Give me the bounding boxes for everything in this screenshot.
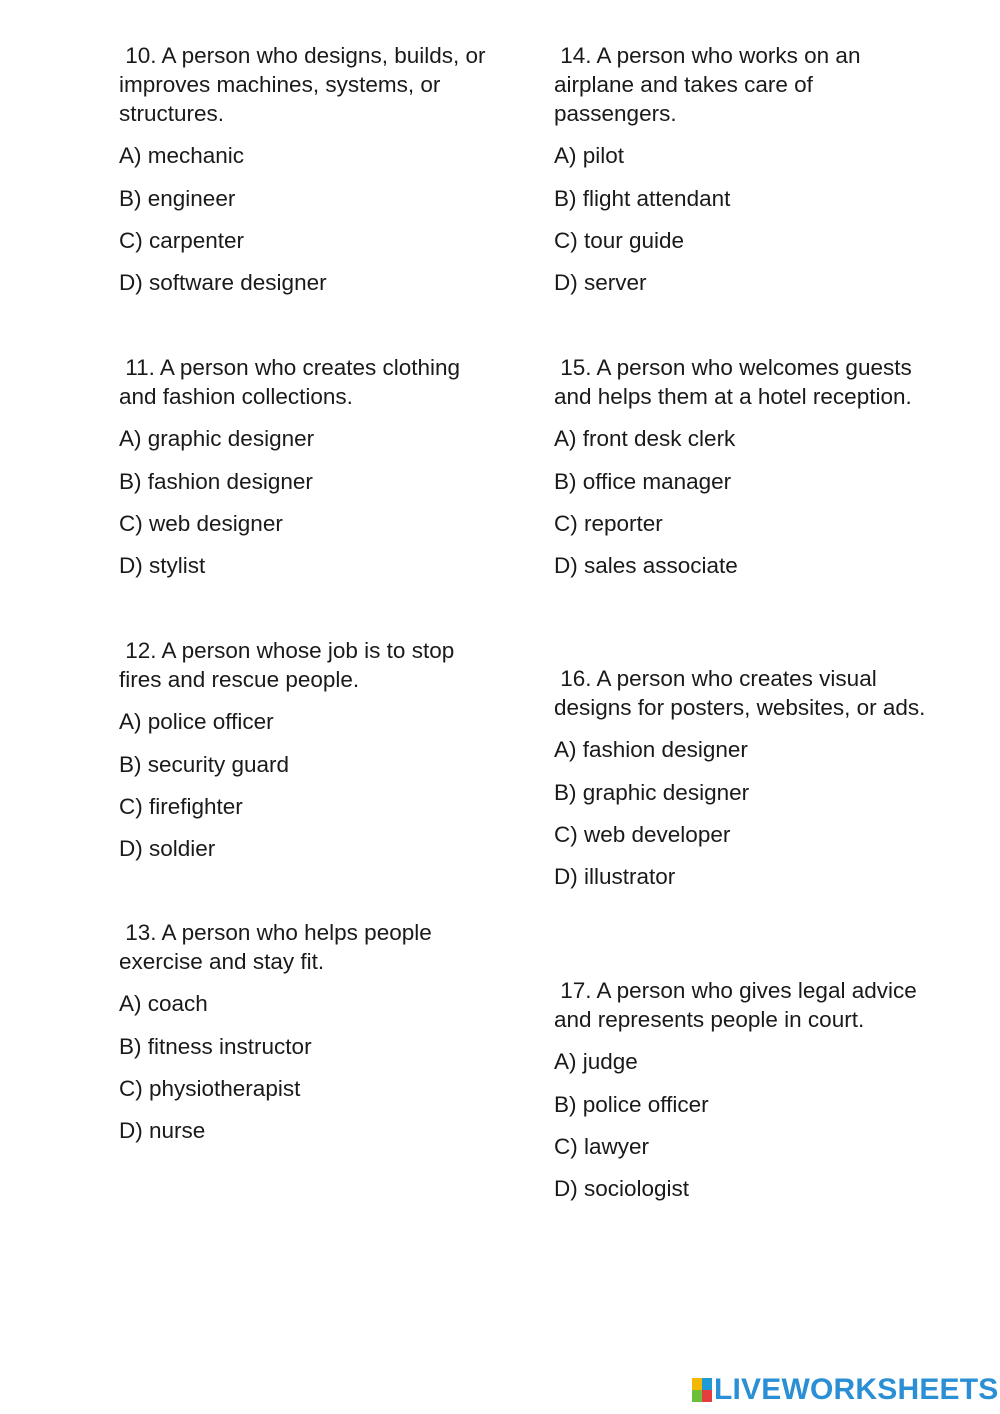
logo-text: LIVEWORKSHEETS bbox=[714, 1373, 999, 1406]
option-a[interactable]: A) fashion designer bbox=[554, 737, 748, 763]
option-c[interactable]: C) firefighter bbox=[119, 793, 243, 819]
option-b[interactable]: B) flight attendant bbox=[554, 185, 731, 211]
question-12 bbox=[119, 636, 499, 863]
option-b[interactable]: B) engineer bbox=[119, 185, 236, 211]
option-b[interactable]: B) police officer bbox=[554, 1091, 709, 1117]
option-c[interactable]: C) web designer bbox=[119, 510, 283, 536]
question-prompt: 12. A person whose job is to stop fires and rescue people. bbox=[119, 638, 461, 692]
option-c[interactable]: C) carpenter bbox=[119, 227, 245, 253]
option-a[interactable]: A) mechanic bbox=[119, 143, 245, 169]
answer-options bbox=[119, 989, 499, 1145]
question-prompt: 11. A person who creates clothing and fashion collections. bbox=[119, 355, 467, 409]
option-a[interactable]: A) judge bbox=[554, 1049, 638, 1075]
logo-icon bbox=[692, 1378, 712, 1402]
option-d[interactable]: D) nurse bbox=[119, 1118, 206, 1144]
question-prompt: 13. A person who helps people exercise and stay fit. bbox=[119, 920, 439, 974]
answer-options bbox=[554, 735, 934, 891]
question-15 bbox=[554, 353, 934, 580]
question-11 bbox=[119, 353, 499, 580]
option-a[interactable]: A) pilot bbox=[554, 143, 625, 169]
answer-options bbox=[554, 424, 934, 580]
answer-options bbox=[554, 141, 934, 297]
answer-options bbox=[554, 1047, 934, 1203]
answer-options bbox=[119, 707, 499, 863]
option-b[interactable]: B) office manager bbox=[554, 468, 732, 494]
option-d[interactable]: D) software designer bbox=[119, 270, 327, 296]
option-b[interactable]: B) fitness instructor bbox=[119, 1033, 312, 1059]
option-d[interactable]: D) sales associate bbox=[554, 553, 738, 579]
option-c[interactable]: C) physiotherapist bbox=[119, 1075, 301, 1101]
question-14 bbox=[554, 41, 934, 297]
question-13 bbox=[119, 918, 499, 1145]
question-prompt: 14. A person who works on an airplane and takes care of passengers. bbox=[554, 43, 867, 126]
question-prompt: 10. A person who designs, builds, or improves machines, systems, or structures. bbox=[119, 43, 492, 126]
question-10 bbox=[119, 41, 499, 297]
option-a[interactable]: A) graphic designer bbox=[119, 426, 315, 452]
option-a[interactable]: A) coach bbox=[119, 991, 208, 1017]
option-a[interactable]: A) police officer bbox=[119, 709, 274, 735]
question-17 bbox=[554, 976, 934, 1203]
option-b[interactable]: B) fashion designer bbox=[119, 468, 313, 494]
answer-options bbox=[119, 424, 499, 580]
question-prompt: 17. A person who gives legal advice and represents people in court. bbox=[554, 978, 924, 1032]
option-c[interactable]: C) web developer bbox=[554, 821, 731, 847]
option-b[interactable]: B) security guard bbox=[119, 751, 290, 777]
option-d[interactable]: D) sociologist bbox=[554, 1176, 690, 1202]
liveworksheets-logo bbox=[692, 1374, 999, 1406]
option-d[interactable]: D) soldier bbox=[119, 836, 216, 862]
option-d[interactable]: D) server bbox=[554, 270, 647, 296]
question-prompt: 15. A person who welcomes guests and helps them at a hotel reception. bbox=[554, 355, 918, 409]
answer-options bbox=[119, 141, 499, 297]
option-b[interactable]: B) graphic designer bbox=[554, 779, 750, 805]
question-16 bbox=[554, 664, 934, 891]
option-d[interactable]: D) stylist bbox=[119, 553, 206, 579]
option-c[interactable]: C) tour guide bbox=[554, 227, 685, 253]
option-d[interactable]: D) illustrator bbox=[554, 864, 676, 890]
option-c[interactable]: C) reporter bbox=[554, 510, 663, 536]
question-prompt: 16. A person who creates visual designs for posters, websites, or ads. bbox=[554, 666, 926, 720]
option-a[interactable]: A) front desk clerk bbox=[554, 426, 736, 452]
option-c[interactable]: C) lawyer bbox=[554, 1133, 650, 1159]
